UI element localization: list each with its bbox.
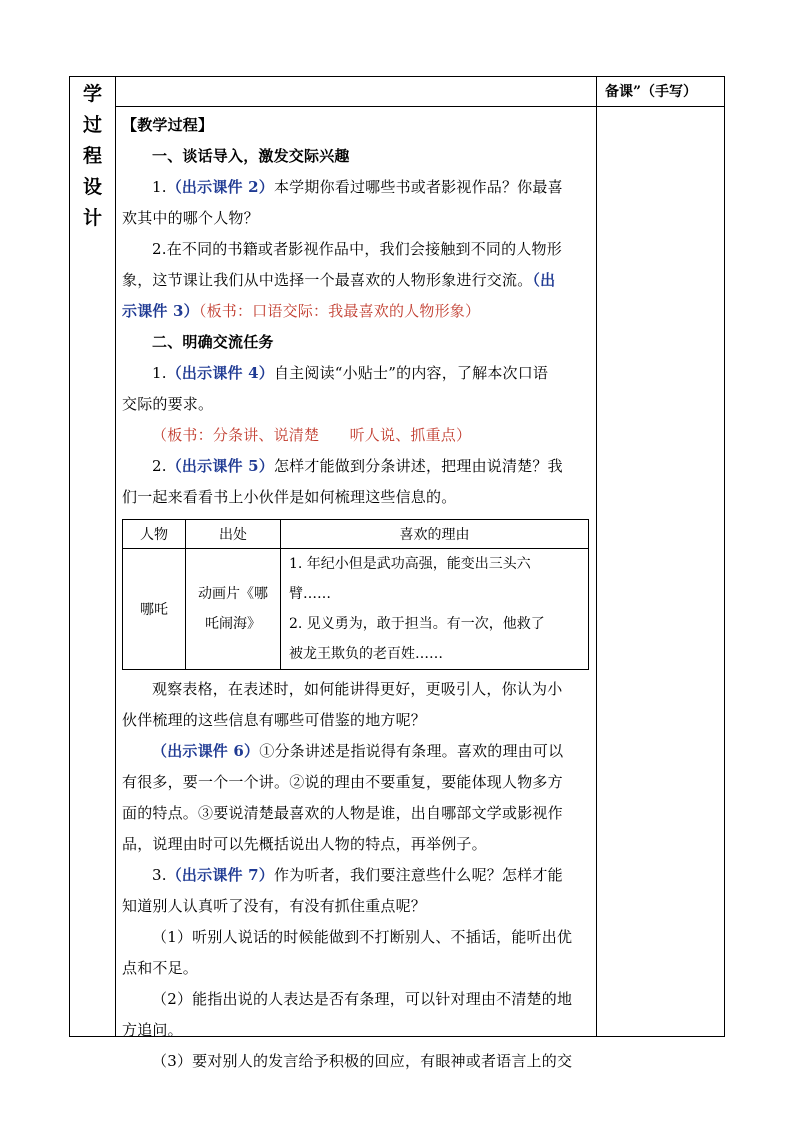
paragraph-text: 本学期你看过哪些书或者影视作品？你最喜 bbox=[273, 178, 563, 196]
courseware-tag: （出 bbox=[532, 271, 556, 289]
paragraph-4-cont: 们一起来看看书上小伙伴是如何梳理这些信息的。 bbox=[122, 488, 457, 506]
paragraph-9: （2）能指出说的人表达是否有条理，可以针对理由不清楚的地 bbox=[152, 990, 573, 1008]
section-1-title: 一、谈话导入，激发交际兴趣 bbox=[152, 147, 350, 165]
item-number: 1. bbox=[152, 178, 167, 196]
section-2-title: 二、明确交流任务 bbox=[152, 333, 274, 351]
item-number: 1. bbox=[152, 364, 167, 382]
courseware-tag: 示课件 3） bbox=[122, 302, 199, 320]
board-note: （板书：分条讲、说清楚 听人说、抓重点） bbox=[152, 426, 472, 444]
paragraph-7 bbox=[122, 860, 590, 891]
paragraph-10: （3）要对别人的发言给予积极的回应，有眼神或者语言上的交 bbox=[152, 1052, 573, 1070]
paragraph-9-cont: 方追问。 bbox=[122, 1021, 183, 1039]
character-info-table bbox=[122, 519, 589, 670]
cell-text: 2. 见义勇为，敢于担当。有一次，他救了 bbox=[289, 616, 545, 632]
side-label-column bbox=[70, 79, 115, 234]
cell-text: 臂…… bbox=[289, 586, 331, 602]
table-cell-name: 哪吒 bbox=[123, 549, 186, 670]
cell-text: 1. 年纪小但是武功高强，能变出三头六 bbox=[289, 556, 531, 572]
paragraph-1 bbox=[122, 172, 590, 203]
courseware-tag: （出示课件 5） bbox=[166, 457, 274, 475]
lesson-content bbox=[122, 110, 590, 1077]
item-number: 3. bbox=[152, 866, 167, 884]
paragraph-2-cont2 bbox=[122, 296, 590, 327]
column-divider-1 bbox=[115, 77, 116, 1036]
paragraph-6-cont: 有很多，要一个一个讲。②说的理由不要重复，要能体现人物多方 bbox=[122, 773, 563, 791]
paragraph-5-cont: 伙伴梳理的这些信息有哪些可借鉴的地方呢？ bbox=[122, 711, 427, 729]
side-label-char: 计 bbox=[82, 207, 102, 229]
side-label-char: 学 bbox=[82, 83, 102, 105]
table-row bbox=[123, 549, 589, 670]
table-cell-reasons bbox=[281, 549, 589, 670]
paragraph-7-cont: 知道别人认真听了没有，有没有抓住重点呢？ bbox=[122, 897, 427, 915]
item-number: 2. bbox=[152, 457, 167, 475]
paragraph-5: 观察表格，在表述时，如何能讲得更好，更吸引人，你认为小 bbox=[152, 680, 563, 698]
courseware-tag: （出示课件 6） bbox=[152, 742, 260, 760]
cell-text: 被龙王欺负的老百姓…… bbox=[289, 646, 443, 662]
courseware-tag: （出示课件 2） bbox=[166, 178, 274, 196]
paragraph-6 bbox=[122, 736, 590, 767]
paragraph-6-cont2: 面的特点。③要说清楚最喜欢的人物是谁，出自哪部文学或影视作 bbox=[122, 804, 563, 822]
section-heading: 【教学过程】 bbox=[122, 116, 214, 134]
table-header-row bbox=[123, 520, 589, 549]
notes-column-header: 备课”（手写） bbox=[605, 84, 698, 100]
paragraph-text: 作为听者，我们要注意些什么呢？怎样才能 bbox=[273, 866, 563, 884]
paragraph-2: 2.在不同的书籍或者影视作品中，我们会接触到不同的人物形 bbox=[152, 240, 562, 258]
side-label-char: 过 bbox=[82, 114, 102, 136]
paragraph-4 bbox=[122, 451, 590, 482]
paragraph-text: ①分条讲述是指说得有条理。喜欢的理由可以 bbox=[259, 742, 564, 760]
table-header-cell: 出处 bbox=[186, 520, 281, 549]
paragraph-2-cont bbox=[122, 265, 590, 296]
side-label-char: 程 bbox=[82, 145, 102, 167]
paragraph-6-cont3: 品，说理由时可以先概括说出人物的特点，再举例子。 bbox=[122, 835, 487, 853]
paragraph-1-cont: 欢其中的哪个人物？ bbox=[122, 209, 259, 227]
paragraph-text: 怎样才能做到分条讲述，把理由说清楚？我 bbox=[273, 457, 563, 475]
paragraph-3-cont: 交际的要求。 bbox=[122, 395, 214, 413]
courseware-tag: （出示课件 4） bbox=[166, 364, 274, 382]
courseware-tag: （出示课件 7） bbox=[166, 866, 274, 884]
side-label-char: 设 bbox=[82, 176, 102, 198]
table-header-cell: 人物 bbox=[123, 520, 186, 549]
table-cell-source bbox=[186, 549, 281, 670]
paragraph-3 bbox=[122, 358, 590, 389]
cell-text: 吒闹海》 bbox=[205, 616, 261, 632]
column-divider-2 bbox=[596, 77, 597, 1036]
table-header-cell: 喜欢的理由 bbox=[281, 520, 589, 549]
paragraph-8-cont: 点和不足。 bbox=[122, 959, 199, 977]
paragraph-text: 象，这节课让我们从中选择一个最喜欢的人物形象进行交流。 bbox=[122, 271, 533, 289]
paragraph-text: 自主阅读“小贴士”的内容，了解本次口语 bbox=[273, 364, 549, 382]
board-note: （板书：口语交际：我最喜欢的人物形象） bbox=[198, 302, 481, 320]
cell-text: 动画片《哪 bbox=[198, 586, 268, 602]
paragraph-8: （1）听别人说话的时候能做到不打断别人、不插话，能听出优 bbox=[152, 928, 573, 946]
